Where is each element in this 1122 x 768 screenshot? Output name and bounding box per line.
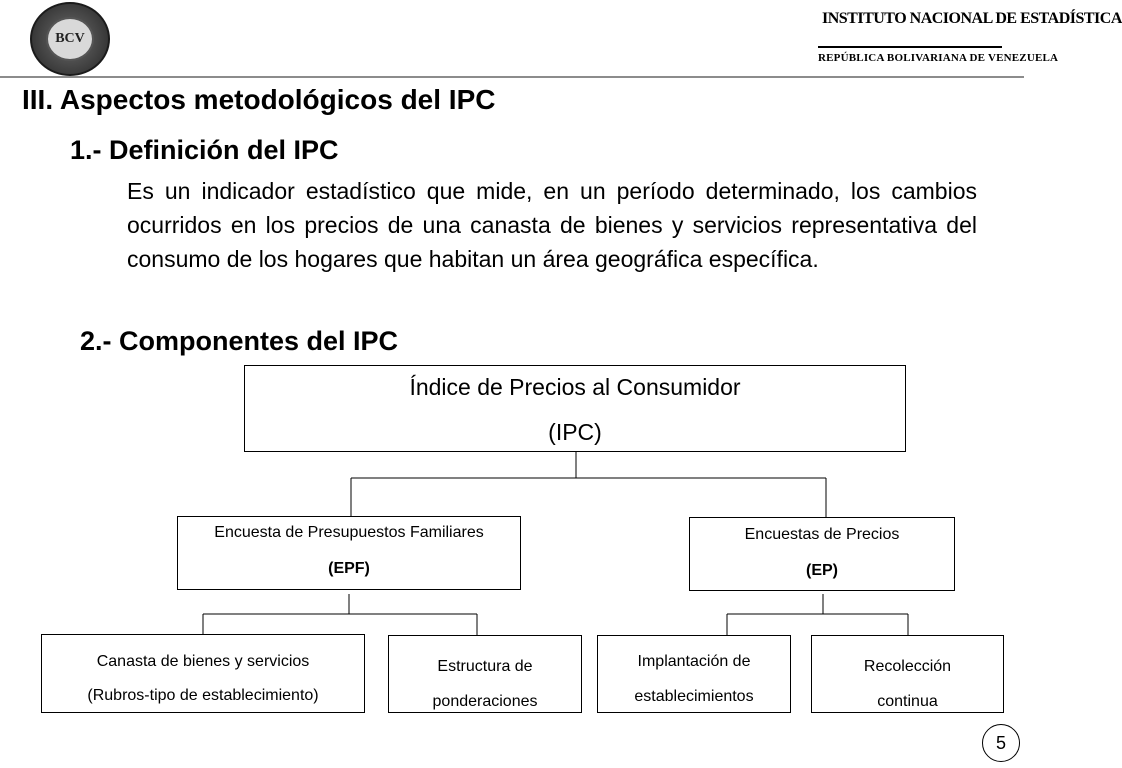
node-estructura <box>388 635 582 713</box>
node-implantacion-line2: establecimientos <box>634 688 754 705</box>
node-ep-line1: Encuestas de Precios <box>744 526 900 543</box>
node-ipc-line2: (IPC) <box>548 419 602 445</box>
node-epf-line2: (EPF) <box>328 560 370 577</box>
ine-country: REPÚBLICA BOLIVARIANA DE VENEZUELA <box>818 52 1059 64</box>
node-canasta-line1: Canasta de bienes y servicios <box>96 653 310 670</box>
definition-paragraph: Es un indicador estadístico que mide, en un período determinado, los cambios ocurridos en los precios de una canasta de bienes y servicios representativa del consumo de los hogares que habitan un área geográfica específica. <box>127 178 977 272</box>
node-implantacion <box>597 635 791 713</box>
node-recoleccion <box>811 635 1004 713</box>
node-estructura-line2: ponderaciones <box>432 693 538 710</box>
node-canasta <box>41 634 365 713</box>
definition-heading: 1.- Definición del IPC <box>70 135 339 165</box>
ine-name: INSTITUTO NACIONAL DE ESTADÍSTICA <box>822 10 1122 27</box>
section-title: III. Aspectos metodológicos del IPC <box>22 84 496 115</box>
node-epf-line1: Encuesta de Presupuestos Familiares <box>214 524 484 541</box>
node-ep <box>689 517 955 591</box>
node-canasta-line2: (Rubros-tipo de establecimiento) <box>87 687 319 704</box>
node-implantacion-line1: Implantación de <box>637 653 751 670</box>
node-ipc <box>244 365 906 452</box>
node-recoleccion-line1: Recolección <box>863 658 952 675</box>
bcv-logo-text: BCV <box>46 17 94 61</box>
node-recoleccion-line2: continua <box>877 693 938 710</box>
node-epf <box>177 516 521 590</box>
node-ipc-line1: Índice de Precios al Consumidor <box>409 374 741 400</box>
node-estructura-line1: Estructura de <box>437 658 533 675</box>
page-number: 5 <box>982 724 1020 762</box>
node-ep-line2: (EP) <box>806 562 838 579</box>
components-heading: 2.- Componentes del IPC <box>80 326 399 356</box>
